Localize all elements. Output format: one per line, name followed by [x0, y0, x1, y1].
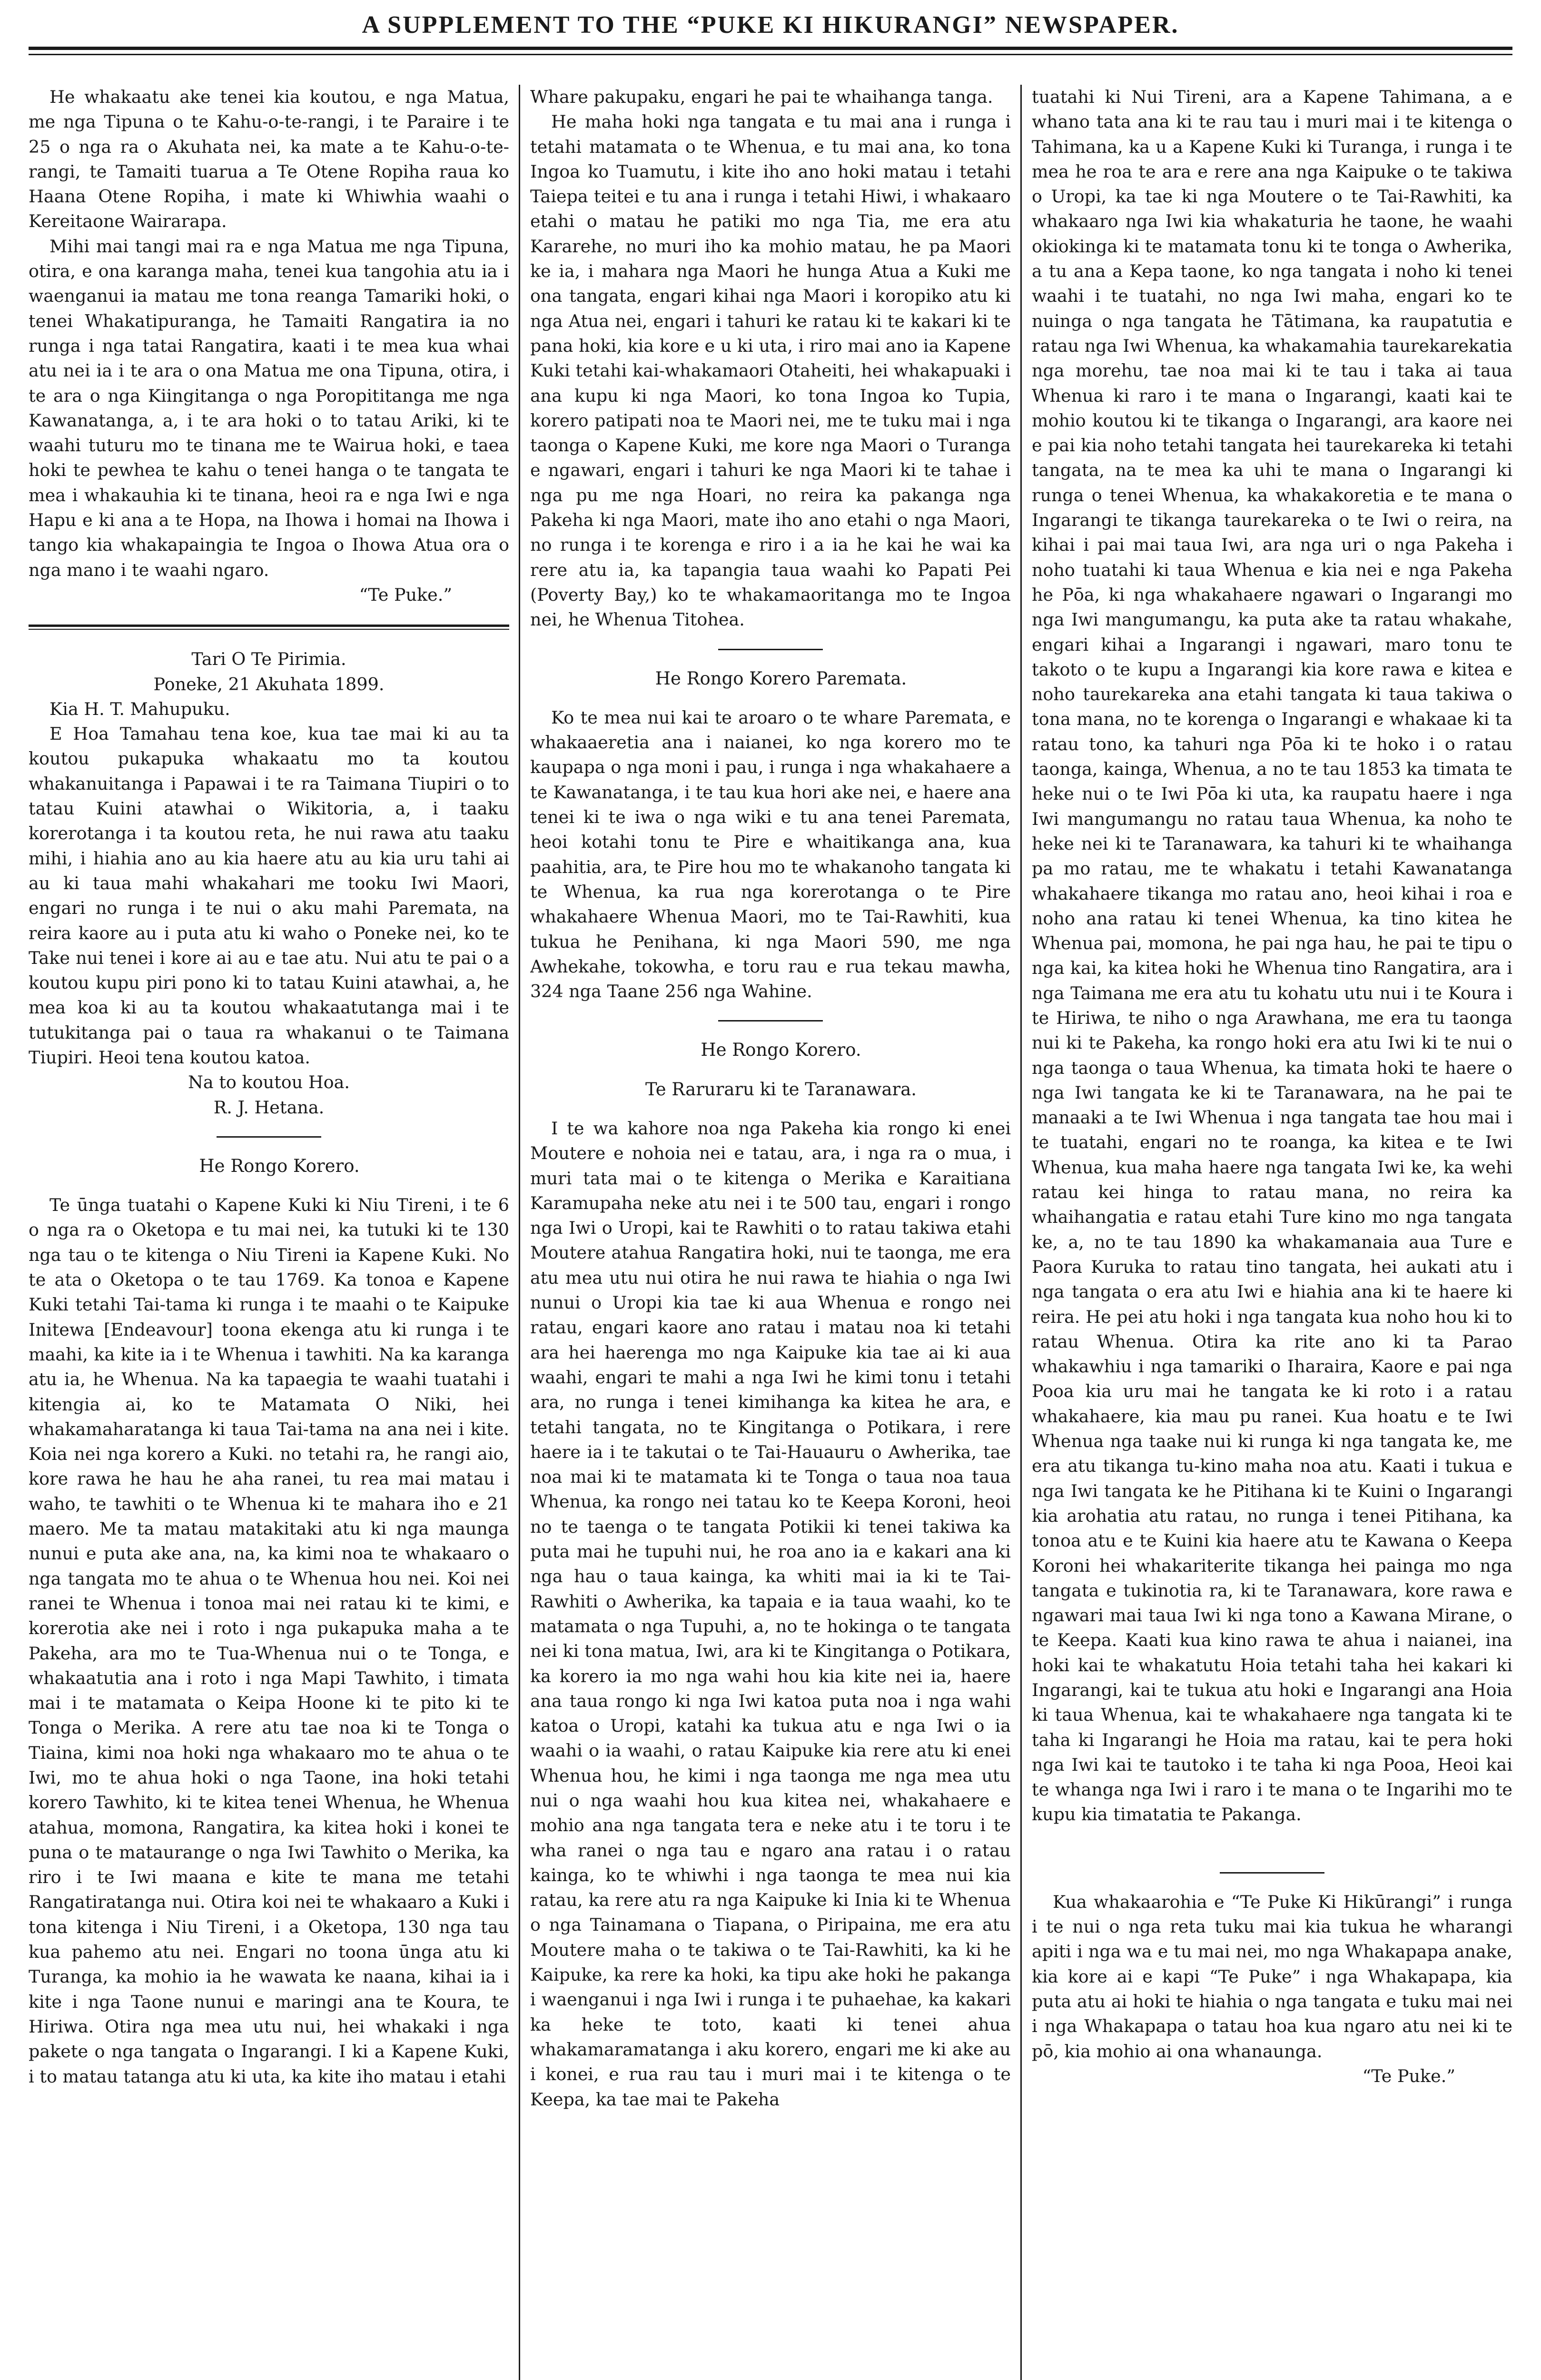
supplement-title: A SUPPLEMENT TO THE “PUKE KI HIKURANGI” NEWSPAPER.: [362, 11, 1179, 39]
column-2: [530, 85, 1011, 2380]
cook-article-continued: [530, 85, 1011, 633]
letter-salutation: Kia H. T. Mahupuku.: [49, 698, 230, 719]
article-heading: He Rongo Korero Paremata.: [655, 668, 907, 689]
letter-body: E Hoa Tamahau tena koe, kua tae mai ki au ta koutou pukapuka whakaatu mo ta koutou whakanuitanga i Papawai i te ra Taimana Tiupiri o to tatau Kuini atawhai o Wikitoria, a, i taaku korerotanga i ta koutou reta, he nui rawa atu taaku mihi, i hiahia ano au kia haere atu au kia uru tahi ai au ki taua mahi whakahari me tooku Iwi Maori, engari no runga i te nui o aku mahi Paremata, na reira kaore au i puta atu ki waho o Poneke nei, ko te Take nui tenei i kore ai au e tae atu. Nui atu te pai o a koutou kupu piri pono ki to tatau Kuini atawhai, a, he mea koa ki au ta koutou whakaatutanga mai i te tutukitanga pai o taua ra whakanui o te Taimana Tiupiri. Heoi tena koutou katoa.: [29, 724, 509, 1068]
letter-office: Tari O Te Pirimia.: [191, 649, 346, 670]
section-divider: [718, 649, 823, 650]
notice-paragraph: He whakaatu ake tenei kia koutou, e nga Matua, me nga Tipuna o te Kahu-o-te-rangi, i te Paraire i te 25 o nga ra o Akuhata nei, ka mate a te Kahu-o-te-rangi, te Tamaiti tuarua a Te Otene Ropiha raua ko Haana Otene Ropiha, i mate ki Whiwhia waahi o Kereitaone Wairarapa.: [29, 87, 509, 232]
article-body: He maha hoki nga tangata e tu mai ana i runga i tetahi matamata o te Whenua, e tu mai ana, ko tona Ingoa ko Tuamutu, i kite iho ano hoki matau i tetahi Taiepa teitei e tu ana i runga i tetahi Hiwi, i whakaaro etahi o matau he patiki mo nga Tia, me era atu Kararehe, no muri iho ka mohio matau, he pa Maori ke ia, i mahara nga Maori he hunga Atua a Kuki me ona tangata, engari kihai nga Maori i koropiko atu ki nga Atua nei, engari i tahuri ke ratau ki te kakari ki te pana hoki, kia kore e u ki uta, i riro mai ano ia Kapene Kuki tetahi kai-whakamaori Otaheiti, hei whakapuaki i ana kupu ki nga Maori, ko tona Ingoa ko Tupia, korero patipati noa te Maori nei, me te tuku mai i nga taonga o Kapene Kuki, me kore nga Maori o Turanga e ngawari, engari i tahuri ke nga Maori ki te tahae i nga pu me nga Hoari, no reira ka pakanga nga Pakeha ki nga Maori, mate iho ano etahi o nga Maori, no runga i te korenga e riro i a ia he kai he wai ka rere atu ia, ka tapangia taua waahi ko Papati Pei (Poverty Bay,) ko te whakamaoritanga mo te Ingoa nei, he Whenua Titohea.: [530, 111, 1011, 630]
article-body: I te wa kahore noa nga Pakeha kia rongo ki enei Moutere e nohoia nei e tatau, ara, i nga ra o mua, i muri tata mai o te kitenga o Merika e Karaitiana Karamupaha neke atu nei i te 500 tau, engari i rongo nga Iwi o Uropi, kai te Rawhiti o to ratau takiwa etahi Moutere atahua Rangatira hoki, nui te taonga, me era atu mea utu nui otira he nui rawa te hiahia o nga Iwi nunui o Uropi kia tae ki aua Whenua e rongo nei ratau, engari kaore ano ratau i matau noa ki tetahi ara hei haerenga mo nga Kaipuke kia tae ai ki aua waahi, engari te mahi a nga Iwi he kimi tonu i tetahi ara, no runga i tenei kimihanga ka kitea he ara, e tetahi tangata, no te Kingitanga o Potikara, i rere haere ia i te takutai o te Tai-Hauauru o Awherika, tae noa mai ki te matamata ki te Tonga o taua noa taua Whenua, ka rongo nei tatau ko te Keepa Koroni, heoi no te taenga o te tangata Potikii ki tenei takiwa ka puta mai he tupuhi nui, he roa ano ia e kakari ana ki nga hau o taua kainga, ka whiti mai ia ki te Tai-Rawhiti o Awherika, ka tapaia e ia taua waahi, ko te matamata o nga Tupuhi, a, no te hokinga o te tangata nei ki tona matua, Iwi, ara ki te Kingitanga o Potikara, ka korero ia mo nga wahi hou kia kite nei ia, haere ana taua rongo ki nga Iwi katoa puta noa i nga wahi katoa o Uropi, katahi ka tukua atu e nga Iwi o ia waahi o ia waahi, o ratau Kaipuke kia rere atu ki enei Whenua hou, he kimi i nga taonga me nga mea utu nui o nga waahi hou kua kitea nei, whakahaere e mohio ana nga tangata tera e neke atu i te toru i te wha ranei o nga tau e ngaro ana ratau i o ratau kainga, ko te whiwhi i nga taonga te mea nui kia ratau, ka rere atu ra nga Kaipuke ki Inia ki te Whenua o nga Tainamana o Tiapana, o Piripaina, me era atu Moutere maha o te takiwa o te Tai-Rawhiti, ka ki he Kaipuke, ka rere ka hoki, ka tipu ake hoki he pakanga i waenganui i nga Iwi i runga i te puhaehae, ka kakari ka heke te toto, kaati ki tenei ahua whakamaramatanga i aku korero, engari me ki ake au i konei, e rua rau tau i muri mai i te kitenga o te Keepa, ka tae mai te Pakeha: [530, 1118, 1011, 2110]
letter-date: Poneke, 21 Akuhata 1899.: [153, 674, 385, 694]
masthead-rule-thin: [29, 54, 1512, 55]
notice-paragraph: Kua whakaarohia e “Te Puke Ki Hikūrangi” i runga i te nui o nga reta tuku mai kia tukua he wharangi apiti i nga wa e tu mai nei, mo nga Whakapapa anake, kia kore ai e kapi “Te Puke” i nga Whakapapa, kia puta atu ai hoki te hiahia o nga tangata e tuku mai nei i nga Whakapapa o tatau hoa kua ngaro atu nei ki te pō, kia mohio ai ona whanaunga.: [1032, 1891, 1512, 2062]
article-body: Ko te mea nui kai te aroaro o te whare Paremata, e whakaaeretia ana i naianei, ko nga korero mo te kaupapa o nga moni i pau, i runga i nga whakahaere a te Kawanatanga, i te tau kua hori ake nei, e haere ana tenei ki te iwa o nga wiki e tu ana tenei Paremata, heoi kotahi tonu te Pire e whaitikanga ana, kua paahitia, ara, te Pire hou mo te whakanoho tangata ki te Whenua, ka rua nga korerotanga o te Pire whakahaere Whenua Maori, mo te Tai-Rawhiti, kua tukua he Penihana, ki nga Maori 590, me nga Awhekahe, tokowha, e toru rau e rua tekau mawha, 324 nga Taane 256 nga Wahine.: [530, 707, 1011, 1002]
article-body: tuatahi ki Nui Tireni, ara a Kapene Tahimana, a e whano tata ana ki te rau tau i muri mai i te kitenga o Tahimana, ka u a Kapene Kuki ki Turanga, i runga i te mea he roa te ara e rere ana nga Kaipuke o te takiwa o Uropi, ka tae ki nga Moutere o te Tai-Rawhiti, ka whakaaro nga Iwi kia whakaturia he taone, he waahi okiokinga ki te matamata tonu ki te tonga o Awherika, a tu ana a Kepa taone, ko nga tangata i noho ki tenei waahi i te tuatahi, no nga Iwi maha, engari ko te nuinga o nga tangata he Tātimana, ka raupatutia e ratau nga Iwi Whenua, ka whakamahia taurekarekatia nga morehu, tae noa mai ki te tau i taka ai taua Whenua ki raro i te mana o Ingarangi, kaati kai te mohio koutou ki te tikanga o Ingarangi, ara kaore nei e pai kia noho tetahi tangata hei taurekareka ki tetahi tangata, na te mea ka uhi te mana o Ingarangi ki runga o tenei Whenua, ka whakakoretia e te mana o Ingarangi te tikanga taurekareka o te Iwi o reira, na kihai i pai mai taua Iwi, ara nga uri o nga Pakeha i noho tuatahi ki taua Whenua e kia nei e nga Pakeha he Pōa, ki nga whakahaere ngawari o Ingarangi mo nga Iwi mangumangu, ka puta ake ta ratau whakahe, engari kihai a Ingarangi i ngawari, maro tonu te takoto o te kupu a Ingarangi kia kore rawa e kitea e noho taurekareka ana etahi tangata ki taua takiwa o tona mana, no te korenga o Ingarangi e whakaae ki ta ratau tono, ka tahuri nga Pōa ki te hoko i o ratau taonga, kainga, Whenua, a no te tau 1853 ka timata te heke nui o te Iwi Pōa ki uta, ka raupatu haere i nga Iwi mangumangu no ratau taua Whenua, ka noho te heke nei ki te Taranawara, ka tahuri ki te whaihanga pa mo ratau, me te whakatu i tetahi Kawanatanga whakahaere tikanga mo ratau ano, heoi kihai i roa e noho ana ratau ki tenei Whenua, ka tino kitea he Whenua pai, momona, he pai nga hau, he pai te tipu o nga kai, ka kitea hoki he Whenua tino Rangatira, ara i nga Taimana me era atu tu kohatu utu nui i te Koura i te Hiriwa, te niho o nga Arawhana, me era tu taonga nui ki te Pakeha, ka rongo hoki era atu Iwi ki te nui o nga taonga o taua Whenua, ka timata hoki te haere o nga Iwi tangata ke ki te Taranawara, na he pai te manaaki a te Iwi Whenua i nga tangata tae hou mai i te tuatahi, engari no te roanga, ka kitea e te Iwi Whenua, kua maha haere nga tangata Iwi ke, ka wehi ratau kei hinga to ratau mana, no reira ka whaihangatia e ratau etahi Ture kino mo nga tangata ke, a, no te tau 1890 ka whakamanaia aua Ture e Paora Kuruka to ratau tino tangata, hei aukati atu i nga tangata o era atu Iwi e hiahia ana ki te haere ki reira. He pei atu hoki i nga tangata kua noho hou ki to ratau Whenua. Otira ka rite ano ki ta Parao whakawhiu i nga tamariki o Iharaira, Kaore e pai nga Pooa kia uru mai he tangata ke ki roto i a ratau whakahaere, kia mau pu ranei. Kua hoatu e te Iwi Whenua nga taake nui ki runga ki nga tangata ke, me era atu tikanga tu-kino maha noa atu. Kaati i tukua e nga Iwi tangata ke he Pitihana ki te Kuini o Ingarangi kia arohatia atu ratau, no runga i tenei Pitihana, ka tonoa atu e te Kuini kia haere atu te Kawana o Keepa Koroni hei whakariterite tikanga hei painga mo nga tangata e tukinotia ra, ki te Taranawara, kore rawa e ngawari mai taua Iwi ki nga tono a Kawana Mirane, o te Keepa. Kaati kua kino rawa te ahua i naianei, ina hoki kai te whakatutu Hoia tetahi taha hei kakari ki Ingarangi, kai te tukua atu hoki e Ingarangi ana Hoia ki taua Whenua, kai te whakahaere nga tangata ki te taha ki Ingarangi he Hoia ma ratau, kai te pera hoki nga Iwi kai te tautoko i te taha ki nga Pooa, Heoi kai te whanga nga Iwi i raro i te mana o te Ingarihi mo te kupu kia timatatia te Pakanga.: [1032, 87, 1512, 1825]
column-separator: [1020, 85, 1022, 2380]
section-divider: [29, 625, 509, 630]
death-notice: [29, 85, 509, 607]
section-divider: [718, 1020, 823, 1021]
transvaal-article: [530, 1038, 1011, 2112]
article-body: Te ūnga tuatahi o Kapene Kuki ki Niu Tireni, i te 6 o nga ra o Oketopa e tu mai nei, ka tutuki ki te 130 nga tau o te kitenga o Niu Tireni ia Kapene Kuki. No te ata o Oketopa o te tau 1769. Ka tonoa e Kapene Kuki tetahi Tai-tama ki runga i te maahi o te Kaipuke Initewa [Endeavour] toona ekenga atu ki runga i te maahi, ka kite ia i te Whenua i tawhiti. Na ka karanga atu ia, he Whenua. Na ka tapaegia te waahi tuatahi i kitengia ai, ko te Matamata O Niki, hei whakamaharatanga ki taua Tai-tama na ana nei i kite. Koia nei nga korero a Kuki. no tetahi ra, he rangi aio, kore rawa he hau he aha ranei, tu rea mai matau i waho, te tawhiti o te Whenua ki te mahara iho e 21 maero. Me ta matau matakitaki atu ki nga maunga nunui e puta ake ana, na, ka kimi noa te whakaaro o nga tangata mo te ahua o te Whenua hou nei. Koi nei ranei te Whenua i tonoa mai nei ratau ki te kimi, e korerotia ake nei i roto i nga pukapuka maha a te Pakeha, ara mo te Tua-Whenua nui o te Tonga, e whakaatutia ana i roto i nga Mapi Tawhito, i timata mai i te matamata o Keipa Hoone ki te pito ki te Tonga o Merika. A rere atu tae noa ki te Tonga o Tiaina, kimi noa hoki nga whakaaro mo te ahua o te Iwi, mo te ahua hoki o nga Taone, ina hoki tetahi korero Tawhito, ki te kitea tenei Whenua, he Whenua atahua, momona, Rangatira, ka kitea hoki i konei te puna o te mataurange o nga Iwi Tawhito o Merika, ka riro i te Iwi maana e kite te mana me tetahi Rangatiratanga nui. Otira koi nei te whakaaro a Kuki i tona kitenga i Niu Tireni, i a Oketopa, 130 nga tau kua pahemo atu nei. Engari no toona ūnga atu ki Turanga, ka mohio ia he wawata ke naana, kihai ia i kite i nga Taone nunui e maringi ana te Koura, te Hiriwa. Otira nga mea utu nui, hei whakaki i nga pakete o nga tangata o Ingarangi. I ki a Kapene Kuki, i to matau tatanga atu ki uta, ka kite iho matau i etahi: [29, 1195, 509, 2087]
section-divider: [1220, 1872, 1324, 1874]
column-1: [29, 85, 509, 2380]
notice-signature: “Te Puke.”: [359, 584, 452, 605]
premier-letter: [29, 647, 509, 1120]
notice-paragraph: Mihi mai tangi mai ra e nga Matua me nga Tipuna, otira, e ona karanga maha, tenei kua tangohia atu ia i waenganui ia matau me tona reanga Tamariki hoki, o tenei Whakatipuranga, he Tamaiti Rangatira ia no runga i nga tatai Rangatira, kaati i te mea kua whai atu nei ia i te ara o ona Matua me ona Tipuna, otira, i te ara o nga Kiingitanga o nga Poropititanga me nga Kawanatanga, a, i te ara hoki o to tatau Ariki, ki te waahi tuturu mo te tinana me te Wairua hoki, e taea hoki te pewhea te kahu o tenei hanga o te tangata te mea i whakauhia ki te tinana, heoi ra e nga Iwi e nga Hapu e ki ana a te Hopa, na Ihowa i homai na Ihowa i tango kia whakapaingia te Ingoa o Ihowa Atua ora o nga mano i te waahi ngaro.: [29, 236, 509, 580]
section-divider: [217, 1136, 321, 1138]
masthead: [29, 9, 1512, 80]
newspaper-columns: [29, 85, 1512, 2380]
letter-signature: R. J. Hetana.: [213, 1097, 325, 1118]
parliament-article: [530, 666, 1011, 1004]
article-body: Whare pakupaku, engari he pai te whaihanga tanga.: [530, 87, 993, 107]
masthead-rule-thick: [29, 47, 1512, 50]
whakapapa-notice: [1032, 1890, 1512, 2089]
column-3: [1032, 85, 1512, 2380]
letter-closing: Na to koutou Hoa.: [188, 1072, 350, 1093]
article-heading: He Rongo Korero.: [701, 1040, 861, 1061]
article-heading: He Rongo Korero.: [199, 1155, 360, 1176]
notice-signature: “Te Puke.”: [1362, 2065, 1455, 2086]
cook-article: [29, 1154, 509, 2089]
article-subheading: Te Raruraru ki te Taranawara.: [645, 1079, 917, 1100]
transvaal-article-continued: [1032, 85, 1512, 1827]
column-separator: [519, 85, 520, 2380]
